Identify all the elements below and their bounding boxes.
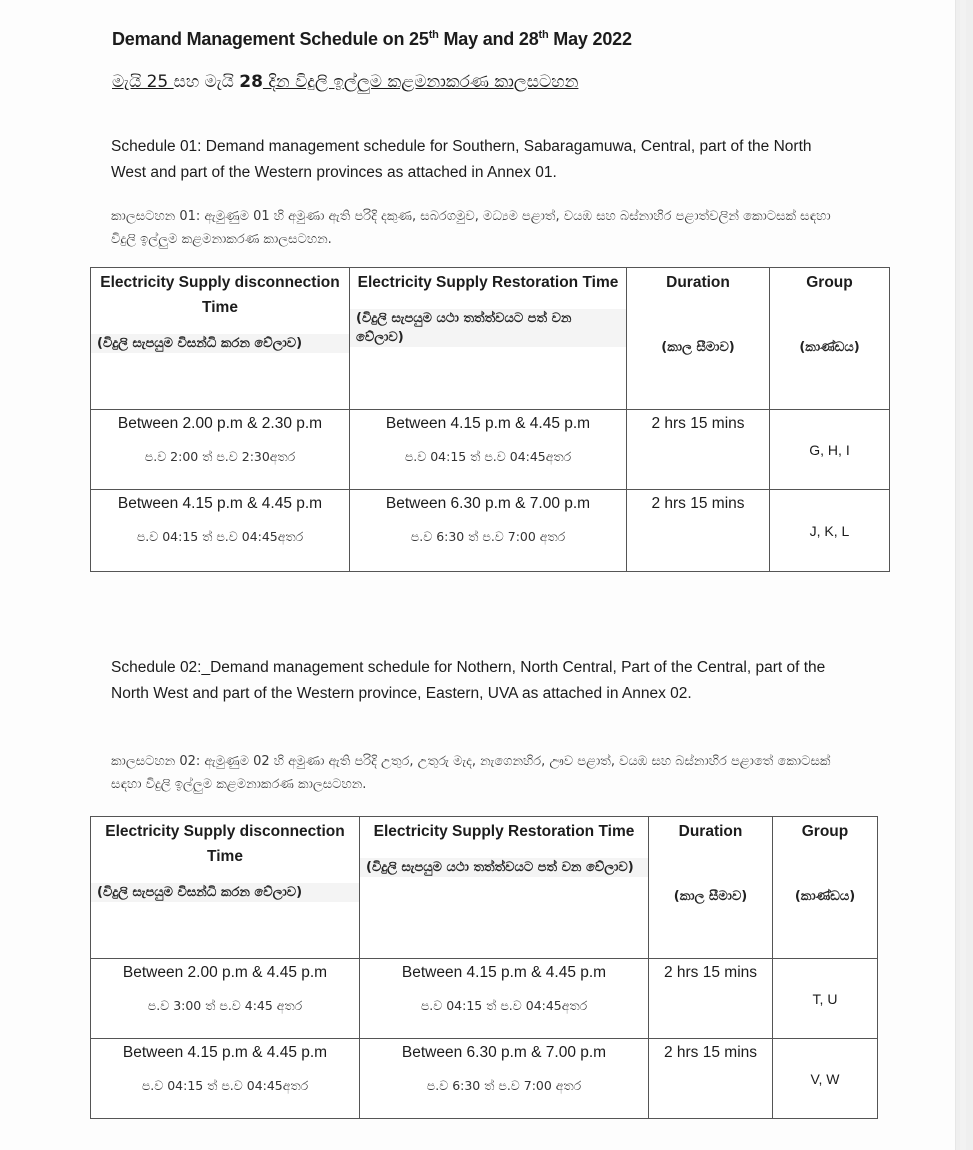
sinhala-title: මැයි 25 සහ මැයි 28 දින විදුලි ඉල්ලුම කළමනාකරණ කාලසටහන xyxy=(112,72,579,92)
restore-time: Between 6.30 p.m & 7.00 p.m xyxy=(385,495,591,512)
header-disconnection-time: Electricity Supply disconnection Time (විදුලි සැපයුම විසන්ධි කරන වේලාව) xyxy=(91,817,360,959)
disconnect-time: Between 2.00 p.m & 2.30 p.m xyxy=(117,415,323,432)
restore-time-sinhala: ප.ව 04:15 ත් ප.ව 04:45අතර xyxy=(420,998,588,1013)
group: G, H, I xyxy=(770,410,890,490)
disconnect-time-sinhala: ප.ව 04:15 ත් ප.ව 04:45අතර xyxy=(141,1078,309,1093)
header-restoration-time: Electricity Supply Restoration Time (විදුලි සැපයුම යථා තත්ත්වයට පත් වන වේලාව) xyxy=(350,268,627,410)
header-group: Group (කාණ්ඩය) xyxy=(773,817,878,959)
schedule-02-description-sinhala: කාලසටහන 02: ඇමුණුම 02 හි අමුණා ඇති පරිදි උතුර, උතුරු මැද, නැගෙනහිර, ඌව පළාත්, වයඹ සහ බස්නාහිර පළාතේ කොටසක් සඳහා විදුලි ඉල්ලුම කළමනාකරණ කාලසටහන. xyxy=(111,754,831,792)
disconnect-time-sinhala: ප.ව 3:00 ත් ප.ව 4:45 අතර xyxy=(147,998,303,1013)
disconnect-time: Between 4.15 p.m & 4.45 p.m xyxy=(117,495,323,512)
restore-time: Between 4.15 p.m & 4.45 p.m xyxy=(401,964,607,981)
restore-time-sinhala: ප.ව 6:30 ත් ප.ව 7:00 අතර xyxy=(410,529,566,544)
duration: 2 hrs 15 mins xyxy=(651,415,745,432)
scrollbar-track[interactable] xyxy=(960,0,966,1150)
group: J, K, L xyxy=(770,490,890,572)
restore-time-sinhala: ප.ව 6:30 ත් ප.ව 7:00 අතර xyxy=(426,1078,582,1093)
restore-time-sinhala: ප.ව 04:15 ත් ප.ව 04:45අතර xyxy=(404,449,572,464)
header-group: Group (කාණ්ඩය) xyxy=(770,268,890,410)
schedule-01-description: Schedule 01: Demand management schedule for Southern, Sabaragamuwa, Central, part of the North West and part of the Western provinces as attached in Annex 01. xyxy=(111,138,812,181)
header-duration: Duration (කාල සීමාව) xyxy=(649,817,773,959)
restore-time: Between 6.30 p.m & 7.00 p.m xyxy=(401,1044,607,1061)
disconnect-time: Between 4.15 p.m & 4.45 p.m xyxy=(122,1044,328,1061)
table-row xyxy=(91,959,878,1039)
schedule-02-description: Schedule 02:_Demand management schedule for Nothern, North Central, Part of the Central, part of the North West and part of the Western province, Eastern, UVA as attached in Annex 02. xyxy=(111,659,826,702)
table-header-row xyxy=(91,817,878,959)
table-row xyxy=(91,490,890,572)
duration: 2 hrs 15 mins xyxy=(663,1044,758,1061)
document-title: Demand Management Schedule on 25th May and 28th May 2022 xyxy=(112,29,632,49)
header-restoration-time: Electricity Supply Restoration Time (විදුලි සැපයුම යථා තත්ත්වයට පත් වන වේලාව) xyxy=(360,817,649,959)
group: T, U xyxy=(773,959,878,1039)
duration: 2 hrs 15 mins xyxy=(651,495,745,512)
schedule-02-table xyxy=(90,816,878,1119)
header-disconnection-time: Electricity Supply disconnection Time (විදුලි සැපයුම විසන්ධි කරන වේලාව) xyxy=(91,268,350,410)
table-row xyxy=(91,410,890,490)
disconnect-time-sinhala: ප.ව 04:15 ත් ප.ව 04:45අතර xyxy=(136,529,304,544)
schedule-01-description-sinhala: කාලසටහන 01: ඇමුණුම 01 හි අමුණා ඇති පරිදි දකුණ, සබරගමුව, මධ්‍යම පළාත්, වයඹ සහ බස්නාහිර පළාත්වලින් කොටසක් සඳහා විදුලි ඉල්ලුම කළමනාකරණ කාලසටහන. xyxy=(111,209,831,247)
header-duration: Duration (කාල සීමාව) xyxy=(627,268,770,410)
disconnect-time-sinhala: ප.ව 2:00 ත් ප.ව 2:30අතර xyxy=(144,449,296,464)
restore-time: Between 4.15 p.m & 4.45 p.m xyxy=(385,415,591,432)
schedule-01-table xyxy=(90,267,890,572)
group: V, W xyxy=(773,1039,878,1119)
table-header-row xyxy=(91,268,890,410)
duration: 2 hrs 15 mins xyxy=(663,964,758,981)
table-row xyxy=(91,1039,878,1119)
disconnect-time: Between 2.00 p.m & 4.45 p.m xyxy=(122,964,328,981)
